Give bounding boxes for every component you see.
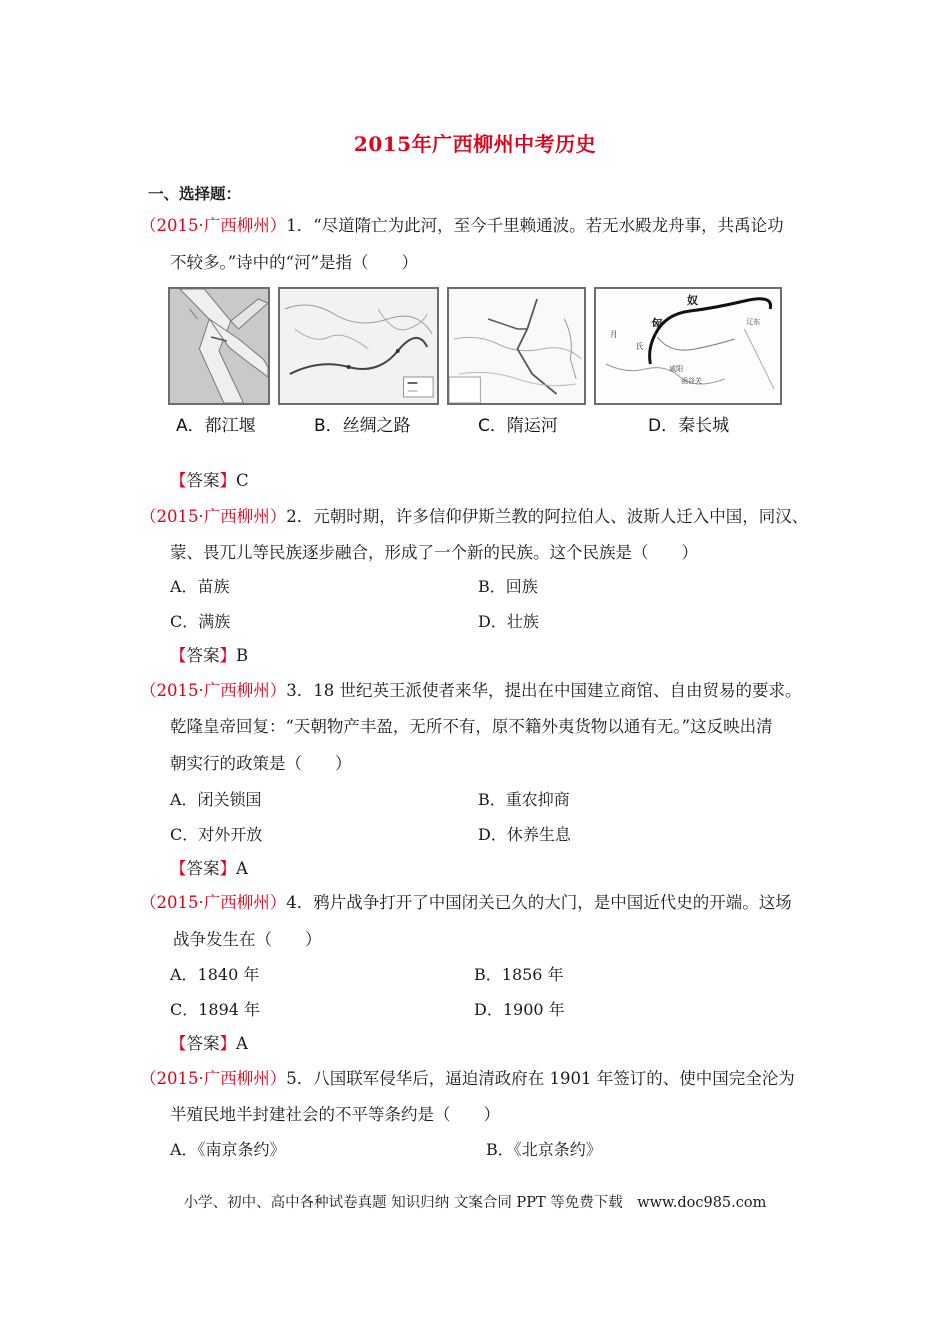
map-label: 匈 bbox=[651, 316, 663, 331]
answer-value: B bbox=[236, 646, 249, 665]
map-caption-b: B．丝绸之路 bbox=[314, 416, 411, 436]
option-b: B．回族 bbox=[478, 577, 538, 596]
option-c: C．对外开放 bbox=[170, 825, 263, 844]
question-2-answer: 【答案】B bbox=[170, 646, 249, 665]
map-label: 辽东 bbox=[746, 317, 761, 327]
question-3-line-2: 乾隆皇帝回复：“天朝物产丰盈，无所不有，原不籍外夷货物以通有无。”这反映出清 bbox=[170, 717, 773, 736]
question-4-answer: 【答案】A bbox=[170, 1034, 248, 1053]
map-label: 咸阳 bbox=[669, 364, 684, 374]
sui-canal-map-icon bbox=[447, 287, 586, 405]
option-a: A．1840 年 bbox=[170, 965, 260, 984]
option-a: A．闭关锁国 bbox=[170, 790, 262, 809]
map-label: 氏 bbox=[635, 341, 644, 352]
option-b: B．1856 年 bbox=[474, 965, 564, 984]
option-a: A．苗族 bbox=[170, 577, 230, 596]
answer-value: A bbox=[236, 859, 248, 878]
question-text: 2．元朝时期，许多信仰伊斯兰教的阿拉伯人、波斯人迁入中国，同汉、 bbox=[286, 507, 809, 526]
question-5-line-2: 半殖民地半封建社会的不平等条约是（ ） bbox=[170, 1105, 500, 1124]
question-source: （2015·广西柳州） bbox=[140, 893, 287, 912]
page-footer: 小学、初中、高中各种试卷真题 知识归纳 文案合同 PPT 等免费下载 www.doc985.com bbox=[183, 1195, 767, 1211]
map-label: 月 bbox=[609, 329, 618, 340]
map-caption-d: D．秦长城 bbox=[648, 416, 730, 436]
answer-label: 答案 bbox=[186, 859, 220, 878]
option-b: B．重农抑商 bbox=[478, 790, 570, 809]
option-d: D．1900 年 bbox=[474, 1000, 565, 1019]
answer-value: A bbox=[236, 1034, 248, 1053]
question-1-line-2: 不较多。”诗中的“河”是指（ ） bbox=[170, 253, 419, 272]
question-2-line-1 bbox=[140, 506, 808, 528]
option-d: D．休养生息 bbox=[478, 825, 571, 844]
question-4-line-2: 战争发生在（ ） bbox=[173, 930, 322, 949]
map-label: 奴 bbox=[687, 293, 698, 308]
question-5-line-1 bbox=[140, 1068, 795, 1090]
question-1-answer: 【答案】C bbox=[170, 471, 249, 490]
option-b: B．《北京条约》 bbox=[486, 1140, 602, 1159]
question-source: （2015·广西柳州） bbox=[140, 216, 287, 235]
question-3-line-3: 朝实行的政策是（ ） bbox=[170, 754, 352, 773]
answer-label: 答案 bbox=[186, 646, 220, 665]
question-4-line-1 bbox=[140, 892, 792, 914]
question-text: 4．鸦片战争打开了中国闭关已久的大门，是中国近代史的开端。这场 bbox=[286, 893, 792, 912]
question-source: （2015·广西柳州） bbox=[140, 507, 287, 526]
question-source: （2015·广西柳州） bbox=[140, 1069, 287, 1088]
question-3-line-1 bbox=[140, 680, 802, 702]
answer-label: 答案 bbox=[186, 471, 220, 490]
option-d: D．壮族 bbox=[478, 612, 539, 631]
question-2-line-2: 蒙、畏兀儿等民族逐步融合，形成了一个新的民族。这个民族是（ ） bbox=[170, 543, 698, 562]
dujiangyan-map-icon bbox=[168, 287, 270, 405]
map-caption-a: A．都江堰 bbox=[176, 416, 256, 436]
section-heading: 一、选择题： bbox=[148, 184, 242, 203]
option-c: C．满族 bbox=[170, 612, 231, 631]
question-3-answer: 【答案】A bbox=[170, 859, 248, 878]
map-caption-c: C．隋运河 bbox=[478, 416, 558, 436]
question-text: 1．“尽道隋亡为此河，至今千里赖通波。若无水殿龙舟事，共禹论功 bbox=[286, 216, 784, 235]
page-title: 2015年广西柳州中考历史 bbox=[353, 132, 597, 156]
question-text: 5．八国联军侵华后，逼迫清政府在 1901 年签订的、使中国完全沦为 bbox=[286, 1069, 795, 1088]
qin-great-wall-map-icon bbox=[594, 287, 782, 405]
answer-label: 答案 bbox=[186, 1034, 220, 1053]
question-1-line-1 bbox=[140, 215, 784, 237]
map-label: 函谷关 bbox=[681, 376, 702, 386]
question-1-maps bbox=[168, 287, 788, 437]
option-c: C．1894 年 bbox=[170, 1000, 261, 1019]
silk-road-map-icon bbox=[278, 287, 439, 405]
answer-value: C bbox=[236, 471, 249, 490]
question-text: 3．18 世纪英王派使者来华，提出在中国建立商馆、自由贸易的要求。 bbox=[286, 681, 802, 700]
option-a: A．《南京条约》 bbox=[170, 1140, 286, 1159]
question-source: （2015·广西柳州） bbox=[140, 681, 287, 700]
